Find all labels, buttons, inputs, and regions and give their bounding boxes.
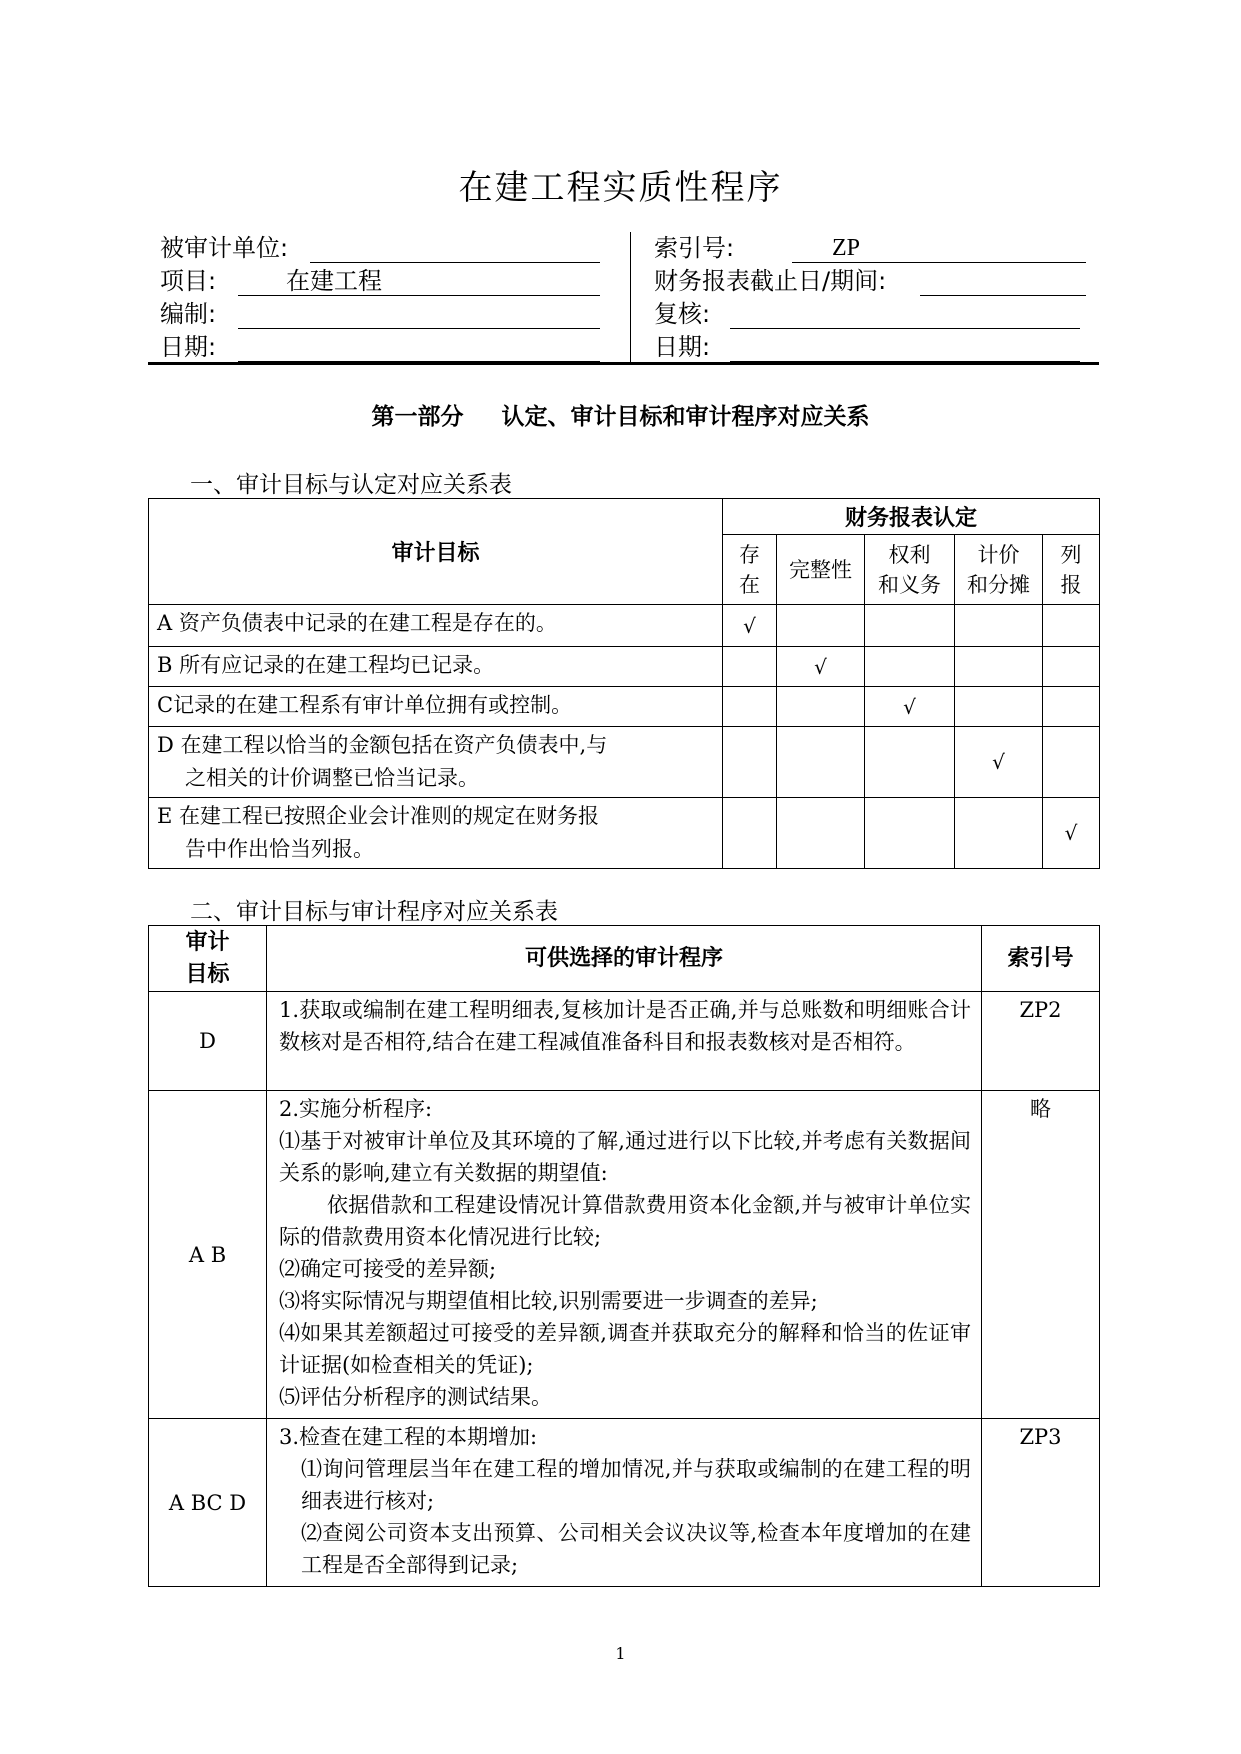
date-left-label: 日期: bbox=[160, 333, 217, 361]
assertion-header-presentation: 列 报 bbox=[1043, 535, 1100, 605]
index-cell: 略 bbox=[982, 1091, 1100, 1419]
col-objective-header: 审计目标 bbox=[149, 499, 723, 605]
document-title: 在建工程实质性程序 bbox=[458, 168, 783, 208]
assertion-header-valuation: 计价 和分摊 bbox=[955, 535, 1043, 605]
period-label: 财务报表截止日/期间: bbox=[654, 267, 887, 295]
objective-cell: A BC D bbox=[149, 1419, 267, 1587]
objective-procedure-table bbox=[148, 925, 1100, 1587]
project-label: 项目: bbox=[160, 267, 217, 295]
index-label: 索引号: bbox=[654, 234, 735, 262]
period-line bbox=[920, 295, 1086, 296]
col-objective-header: 审计 目标 bbox=[149, 926, 267, 992]
index-value: ZP bbox=[832, 235, 861, 261]
col-index-header: 索引号 bbox=[982, 926, 1100, 992]
col-procedure-header: 可供选择的审计程序 bbox=[267, 926, 982, 992]
assertion-group-header: 财务报表认定 bbox=[723, 499, 1100, 535]
procedure-cell: 3.检查在建工程的本期增加: ⑴询问管理层当年在建工程的增加情况,并与获取或编制的在建工程的明细表进行核对; ⑵查阅公司资本支出预算、公司相关会议决议等,检查本年度增加的在建工程是否全部得到记录; bbox=[267, 1419, 982, 1587]
table-row bbox=[149, 798, 1100, 869]
procedure-cell: 1.获取或编制在建工程明细表,复核加计是否正确,并与总账数和明细账合计数核对是否相符,结合在建工程减值准备科目和报表数核对是否相符。 bbox=[267, 992, 982, 1091]
objective-cell: D bbox=[149, 992, 267, 1091]
check-mark: √ bbox=[955, 727, 1043, 798]
table-row bbox=[149, 687, 1100, 727]
section1-title: 一、审计目标与认定对应关系表 bbox=[190, 472, 512, 498]
table-row bbox=[149, 1091, 1100, 1419]
objective-b: B 所有应记录的在建工程均已记录。 bbox=[149, 647, 723, 687]
table-row bbox=[149, 992, 1100, 1091]
table-row bbox=[149, 647, 1100, 687]
table-row bbox=[149, 605, 1100, 647]
objective-a: A 资产负债表中记录的在建工程是存在的。 bbox=[149, 605, 723, 647]
assertion-header-existence: 存 在 bbox=[723, 535, 777, 605]
table-row bbox=[149, 727, 1100, 798]
procedure-cell: 2.实施分析程序: ⑴基于对被审计单位及其环境的了解,通过进行以下比较,并考虑有关数据间关系的影响,建立有关数据的期望值: 依据借款和工程建设情况计算借款费用资本化金额,并与被审计单位实际的借款费用资本化情况进行比较; ⑵确定可接受的差异额; ⑶将实际情况与期望值相比较,识别需要进一步调查的差异; ⑷如果其差额超过可接受的差异额,调查并获取充分的解释和恰当的佐证审计证据(如检查相关的凭证); ⑸评估分析程序的测试结果。 bbox=[267, 1091, 982, 1419]
part-title: 第一部分 认定、审计目标和审计程序对应关系 bbox=[371, 404, 870, 430]
auditee-line bbox=[310, 262, 600, 263]
review-label: 复核: bbox=[654, 300, 711, 328]
date-right-label: 日期: bbox=[654, 333, 711, 361]
check-mark: √ bbox=[777, 647, 865, 687]
prepared-label: 编制: bbox=[160, 300, 217, 328]
objective-d: D 在建工程以恰当的金额包括在资产负债表中,与 之相关的计价调整已恰当记录。 bbox=[149, 727, 723, 798]
header-separator bbox=[630, 232, 631, 362]
prepared-line bbox=[238, 328, 600, 329]
review-line bbox=[730, 328, 1080, 329]
check-mark: √ bbox=[865, 687, 955, 727]
section2-title: 二、审计目标与审计程序对应关系表 bbox=[190, 899, 558, 925]
auditee-label: 被审计单位: bbox=[160, 234, 289, 262]
objective-cell: A B bbox=[149, 1091, 267, 1419]
index-cell: ZP3 bbox=[982, 1419, 1100, 1587]
project-value: 在建工程 bbox=[286, 267, 382, 295]
objective-e: E 在建工程已按照企业会计准则的规定在财务报 告中作出恰当列报。 bbox=[149, 798, 723, 869]
check-mark: √ bbox=[723, 605, 777, 647]
assertion-header-completeness: 完整性 bbox=[777, 535, 865, 605]
objective-c: C记录的在建工程系有审计单位拥有或控制。 bbox=[149, 687, 723, 727]
header-rule bbox=[148, 362, 1099, 365]
check-mark: √ bbox=[1043, 798, 1100, 869]
assertion-header-rights: 权利 和义务 bbox=[865, 535, 955, 605]
objective-assertion-table bbox=[148, 498, 1100, 869]
page-number: 1 bbox=[615, 1644, 626, 1663]
table-row bbox=[149, 1419, 1100, 1587]
index-cell: ZP2 bbox=[982, 992, 1100, 1091]
